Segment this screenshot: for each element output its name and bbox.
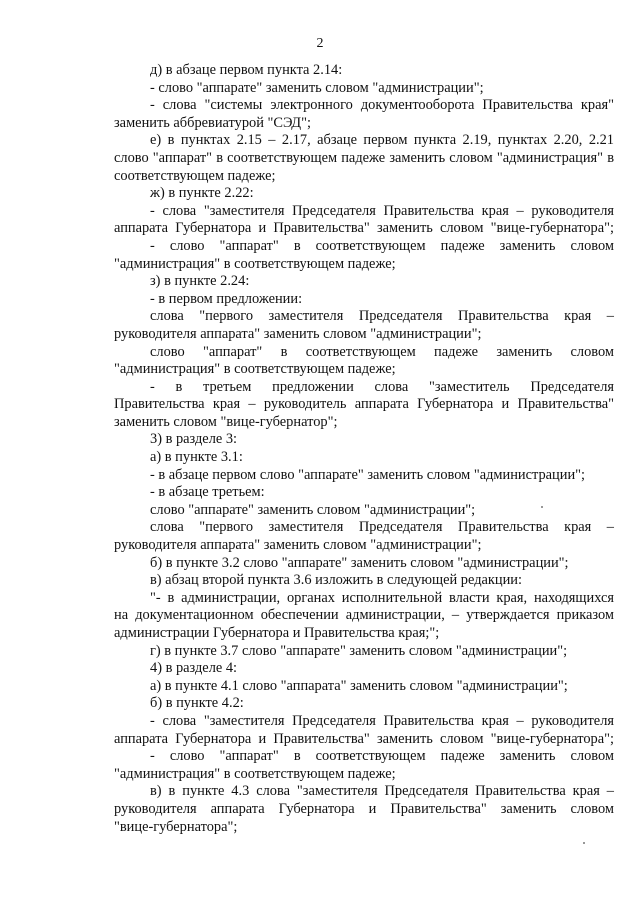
text-line: руководителя аппарата" заменить словом "администрации"; xyxy=(114,325,482,342)
text-line: - в первом предложении: xyxy=(150,290,303,307)
text-line: в) абзац второй пункта 3.6 изложить в следующей редакции: xyxy=(150,572,523,589)
text-line: слово "аппарате" заменить словом "администрации"; xyxy=(150,501,476,518)
text-line: г) в пункте 3.7 слово "аппарате" заменить словом "администрации"; xyxy=(150,642,568,659)
text-line: - слова "системы электронного документооборота Правительства края" xyxy=(150,97,614,114)
text-line: слова "первого заместителя Председателя Правительства края – xyxy=(150,308,614,325)
text-line: - в абзаце первом слово "аппарате" заменить словом "администрации"; xyxy=(150,466,586,483)
text-line: слово "аппарат" в соответствующем падеже заменить словом "администрация" в xyxy=(114,149,614,166)
text-line: в) в пункте 4.3 слова "заместителя Председателя Правительства края – xyxy=(150,783,614,800)
scan-speck xyxy=(541,506,543,508)
text-line: заменить аббревиатурой "СЭД"; xyxy=(114,114,311,131)
text-line: "администрация" в соответствующем падеже; xyxy=(114,255,396,272)
text-line: соответствующем падеже; xyxy=(114,167,276,184)
text-line: руководителя аппарата" заменить словом "администрации"; xyxy=(114,537,482,554)
text-line: ж) в пункте 2.22: xyxy=(150,185,254,202)
text-line: а) в пункте 4.1 слово "аппарата" заменить словом "администрации"; xyxy=(150,677,568,694)
text-line: руководителя аппарата Губернатора и Правительства" заменить словом xyxy=(114,800,614,817)
text-line: "администрация" в соответствующем падеже; xyxy=(114,361,396,378)
text-line: - слова "заместителя Председателя Правительства края – руководителя xyxy=(150,712,614,729)
scan-speck xyxy=(583,842,585,844)
text-line: а) в пункте 3.1: xyxy=(150,449,243,466)
text-line: д) в абзаце первом пункта 2.14: xyxy=(150,62,343,78)
text-line: аппарата Губернатора и Правительства" заменить словом "вице-губернатора"; xyxy=(114,730,614,747)
text-line: е) в пунктах 2.15 – 2.17, абзаце первом пункта 2.19, пунктах 2.20, 2.21 xyxy=(150,132,614,149)
text-line: "вице-губернатора"; xyxy=(114,818,238,835)
text-line: 4) в разделе 4: xyxy=(150,660,238,677)
text-line: - в абзаце третьем: xyxy=(150,484,265,501)
text-line: "администрация" в соответствующем падеже; xyxy=(114,765,396,782)
text-line: - слова "заместителя Председателя Правительства края – руководителя xyxy=(150,202,614,219)
page-number: 2 xyxy=(316,36,324,51)
text-line: - в третьем предложении слова "заместитель Председателя xyxy=(150,378,614,395)
text-line: слово "аппарат" в соответствующем падеже заменить словом xyxy=(150,343,614,360)
text-line: 3) в разделе 3: xyxy=(150,431,238,448)
text-line: администрации Губернатора и Правительства края;"; xyxy=(114,625,440,641)
text-line: - слово "аппарате" заменить словом "администрации"; xyxy=(150,79,484,96)
text-line: з) в пункте 2.24: xyxy=(150,273,250,290)
text-line: Правительства края – руководитель аппарата Губернатора и Правительства" xyxy=(114,396,614,413)
text-line: слова "первого заместителя Председателя Правительства края – xyxy=(150,519,614,536)
text-line: на документационном обеспечении администрации, – утверждается приказом xyxy=(114,607,614,624)
text-line: аппарата Губернатора и Правительства" заменить словом "вице-губернатора"; xyxy=(114,220,614,237)
text-line: б) в пункте 4.2: xyxy=(150,695,244,712)
text-line: заменить словом "вице-губернатор"; xyxy=(114,413,338,430)
text-line: "- в администрации, органах исполнительной власти края, находящихся xyxy=(150,589,614,606)
text-line: - слово "аппарат" в соответствующем падеже заменить словом xyxy=(150,237,614,254)
text-line: - слово "аппарат" в соответствующем падеже заменить словом xyxy=(150,748,614,765)
document-body xyxy=(114,62,614,836)
text-line: б) в пункте 3.2 слово "аппарате" заменить словом "администрации"; xyxy=(150,554,569,571)
